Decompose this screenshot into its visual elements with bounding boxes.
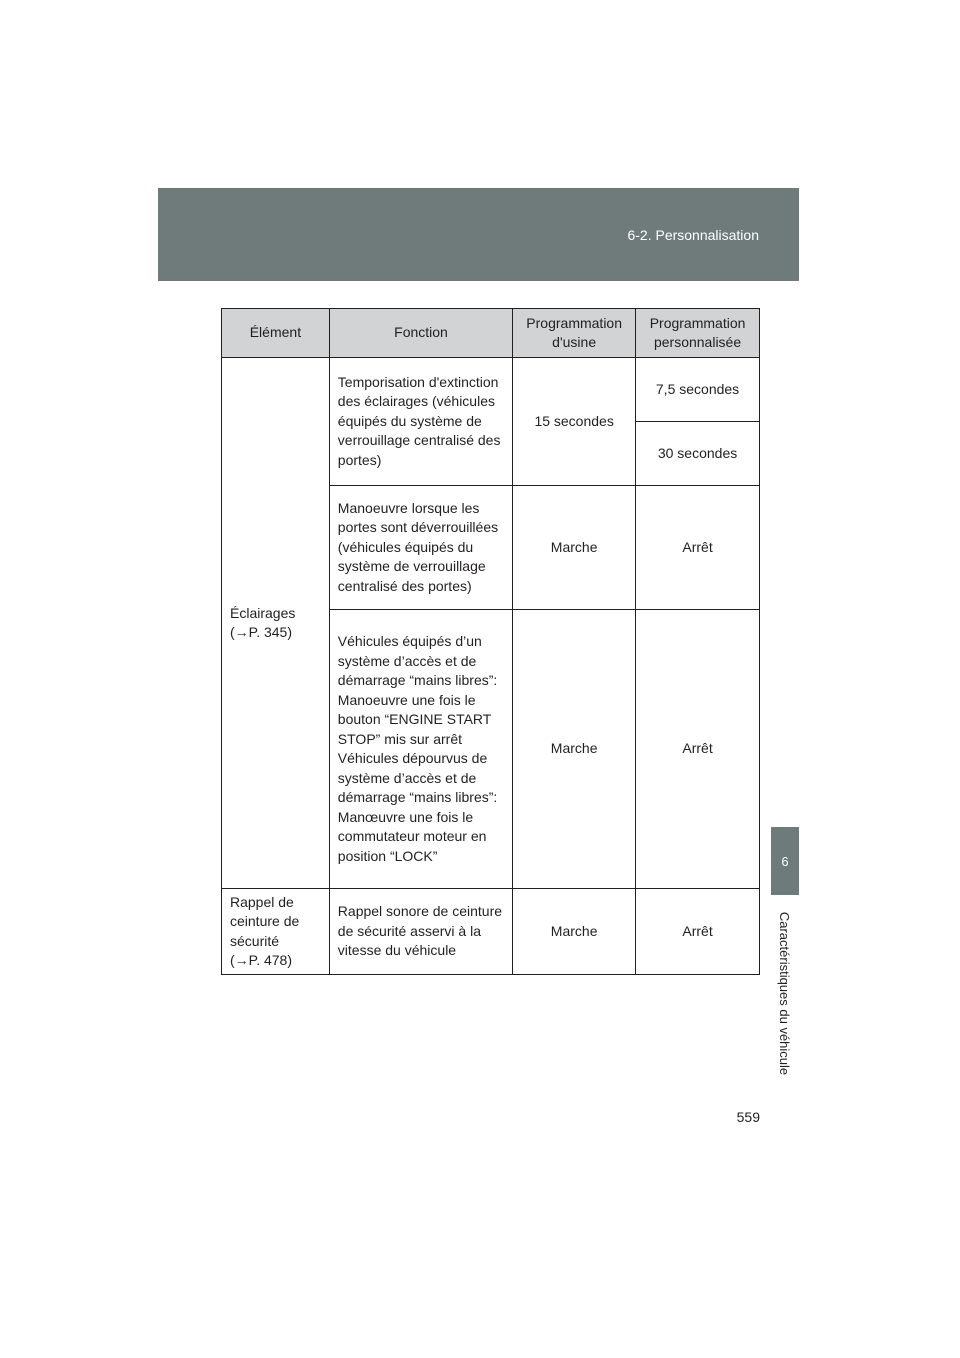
table-row <box>222 358 760 422</box>
custom-cell: 30 secondes <box>636 422 760 486</box>
factory-cell: 15 secondes <box>513 358 636 486</box>
factory-cell: Marche <box>513 610 636 889</box>
factory-cell: Marche <box>513 486 636 610</box>
custom-cell: 7,5 secondes <box>636 358 760 422</box>
customization-table <box>221 308 760 975</box>
element-cell: Rappel de ceinture de sécurité (→P. 478) <box>222 889 330 975</box>
page-number: 559 <box>736 1109 760 1125</box>
chapter-label-container <box>771 898 799 1088</box>
function-cell: Rappel sonore de ceinture de sécurité asservi à la vitesse du véhicule <box>329 889 512 975</box>
factory-cell: Marche <box>513 889 636 975</box>
section-title: 6-2. Personnalisation <box>627 227 759 243</box>
function-cell: Temporisation d'extinction des éclairages (véhicules équipés du système de verrouillage centralisé des portes) <box>329 358 512 486</box>
custom-cell: Arrêt <box>636 889 760 975</box>
element-cell: Éclairages (→P. 345) <box>222 358 330 889</box>
column-header-factory-setting: Programmation d'usine <box>513 309 636 358</box>
column-header-element: Élément <box>222 309 330 358</box>
table-header-row <box>222 309 760 358</box>
custom-cell: Arrêt <box>636 610 760 889</box>
function-cell: Véhicules équipés d’un système d’accès et de démarrage “mains libres”: Manoeuvre une fois le bouton “ENGINE START STOP” mis sur arrêt Véhicules dépourvus de système d’accès et de démarrage “mains libres”: Manœuvre une fois le commutateur moteur en position “LOCK” <box>329 610 512 889</box>
table-row <box>222 889 760 975</box>
chapter-label: Caractéristiques du véhicule <box>777 911 793 1075</box>
column-header-custom-setting: Programmation personnalisée <box>636 309 760 358</box>
custom-cell: Arrêt <box>636 486 760 610</box>
function-cell: Manoeuvre lorsque les portes sont déverrouillées (véhicules équipés du système de verrouillage centralisé des portes) <box>329 486 512 610</box>
column-header-function: Fonction <box>329 309 512 358</box>
section-header <box>158 188 799 281</box>
chapter-tab: 6 <box>771 827 799 895</box>
